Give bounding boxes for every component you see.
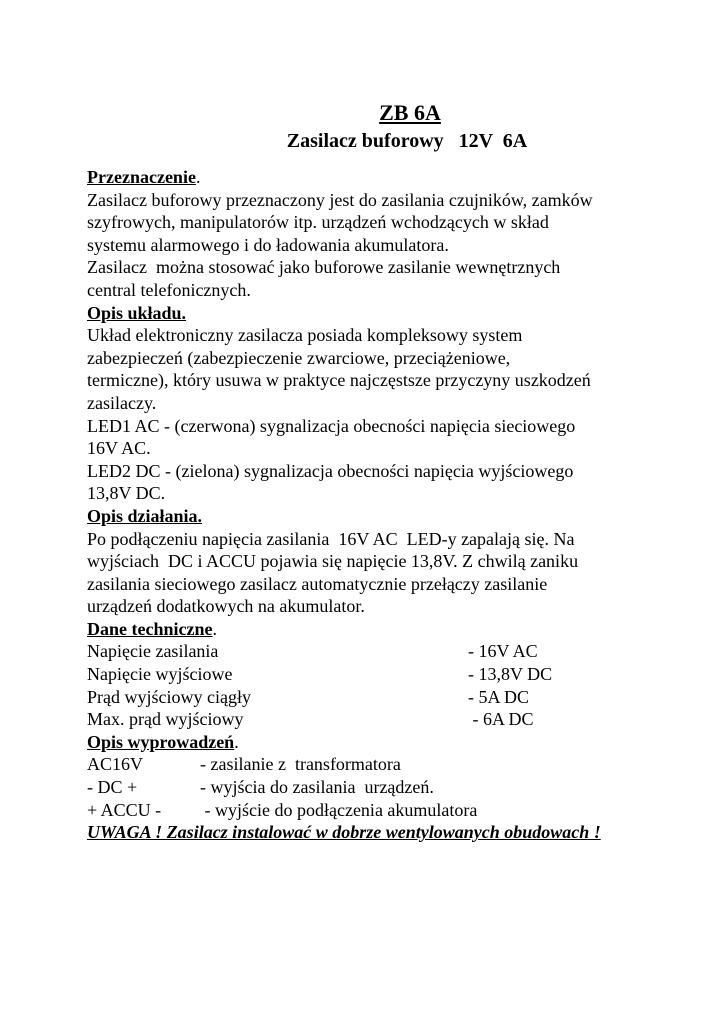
- document-subtitle: Zasilacz buforowy 12V 6A: [286, 130, 528, 152]
- paragraph-line: Zasilacz można stosować jako buforowe zasilanie wewnętrznych: [87, 257, 561, 278]
- paragraph-line: szyfrowych, manipulatorów itp. urządzeń wchodzących w skład: [87, 212, 549, 233]
- terminal-description: - zasilanie z transformatora: [200, 754, 401, 775]
- heading-text: Dane techniczne: [87, 618, 213, 639]
- spec-value: - 5A DC: [468, 686, 530, 707]
- terminal-row: [87, 753, 687, 776]
- paragraph-line: systemu alarmowego i do ładowania akumulatora.: [87, 234, 449, 255]
- spec-label: Max. prąd wyjściowy: [87, 709, 244, 730]
- spec-row: [87, 663, 687, 686]
- paragraph-line: 13,8V DC.: [87, 483, 166, 504]
- paragraph-line: zasilania sieciowego zasilacz automatycznie przełączy zasilanie: [87, 573, 548, 594]
- spec-value: - 6A DC: [468, 709, 534, 730]
- spec-value: - 13,8V DC: [468, 664, 553, 685]
- section-heading-przeznaczenie: Przeznaczenie.: [87, 167, 201, 187]
- paragraph-line: Po podłączeniu napięcia zasilania 16V AC LED-y zapalają się. Na: [87, 528, 575, 549]
- terminal-row: [87, 776, 687, 799]
- paragraph-line: zasilaczy.: [87, 392, 157, 413]
- paragraph-line: urządzeń dodatkowych na akumulator.: [87, 596, 365, 617]
- spec-label: Prąd wyjściowy ciągły: [87, 686, 251, 707]
- paragraph-line: central telefonicznych.: [87, 279, 251, 300]
- section-heading-dane-techniczne: Dane techniczne.: [87, 618, 217, 639]
- spec-row: [87, 708, 687, 731]
- terminal-label: - DC +: [87, 777, 138, 798]
- paragraph-line: LED1 AC - (czerwona) sygnalizacja obecności napięcia sieciowego: [87, 415, 576, 436]
- paragraph-line: termiczne), który usuwa w praktyce najczęstsze przyczyny uszkodzeń: [87, 370, 591, 391]
- spec-value: - 16V AC: [468, 641, 538, 662]
- section-heading-opis-dzialania: Opis działania.: [87, 505, 203, 526]
- paragraph-line: LED2 DC - (zielona) sygnalizacja obecności napięcia wyjściowego: [87, 460, 574, 481]
- spec-label: Napięcie zasilania: [87, 641, 219, 662]
- terminal-description: - wyjście do podłączenia akumulatora: [200, 799, 478, 820]
- terminal-label: + ACCU -: [87, 799, 162, 820]
- warning-text: UWAGA ! Zasilacz instalować w dobrze wentylowanych obudowach !: [87, 822, 601, 843]
- document-body: [87, 166, 687, 844]
- section-heading-opis-wyprowadzen: Opis wyprowadzeń.: [87, 731, 239, 752]
- spec-row: [87, 640, 687, 663]
- terminal-row: [87, 799, 687, 822]
- section-heading-opis-ukladu: Opis układu.: [87, 302, 187, 323]
- title-text: ZB 6A: [379, 100, 441, 125]
- terminal-description: - wyjścia do zasilania urządzeń.: [200, 777, 434, 798]
- paragraph-line: Zasilacz buforowy przeznaczony jest do zasilania czujników, zamków: [87, 189, 593, 210]
- paragraph-line: Układ elektroniczny zasilacza posiada kompleksowy system: [87, 325, 523, 346]
- paragraph-line: zabezpieczeń (zabezpieczenie zwarciowe, przeciążeniowe,: [87, 347, 511, 368]
- document-title: [87, 100, 724, 126]
- heading-text: Przeznaczenie: [87, 167, 196, 187]
- heading-text: Opis wyprowadzeń: [87, 731, 235, 752]
- spec-row: [87, 686, 687, 709]
- paragraph-line: wyjściach DC i ACCU pojawia się napięcie 13,8V. Z chwilą zaniku: [87, 551, 579, 572]
- spec-label: Napięcie wyjściowe: [87, 664, 233, 685]
- paragraph-line: 16V AC.: [87, 438, 151, 459]
- terminal-label: AC16V: [87, 754, 144, 775]
